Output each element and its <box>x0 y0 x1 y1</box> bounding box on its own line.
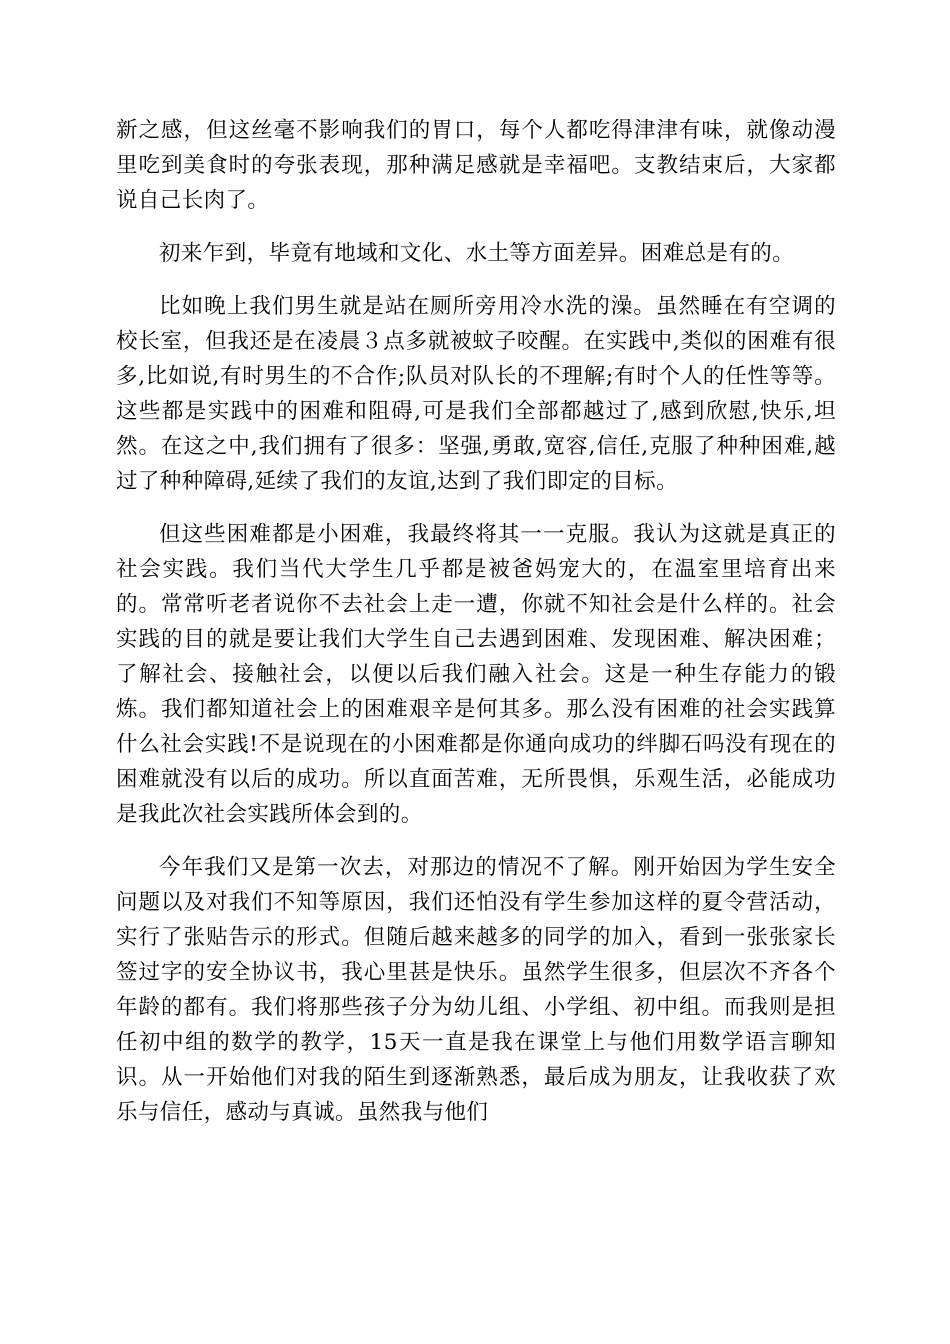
paragraph-continued: 新之感，但这丝毫不影响我们的胃口，每个人都吃得津津有味，就像动漫里吃到美食时的夸张表现，那种满足感就是幸福吧。支教结束后，大家都说自己长肉了。 <box>116 118 836 213</box>
paragraph-summer-camp: 今年我们又是第一次去，对那边的情况不了解。刚开始因为学生安全问题以及对我们不知等原因，我们还怕没有学生参加这样的夏令营活动，实行了张贴告示的形式。但随后越来越多的同学的加入，看到一张张家长签过字的安全协议书，我心里甚是快乐。虽然学生很多，但层次不齐各个年龄的都有。我们将那些孩子分为幼儿组、小学组、初中组。而我则是担任初中组的数学的教学，15天一直是我在课堂上与他们用数学语言聊知识。从一开始他们对我的陌生到逐渐熟悉，最后成为朋友，让我收获了欢乐与信任，感动与真诚。虽然我与他们 <box>116 855 836 1125</box>
document-body <box>116 113 836 1148</box>
paragraph-social-practice: 但这些困难都是小困难，我最终将其一一克服。我认为这就是真正的社会实践。我们当代大学生几乎都是被爸妈宠大的，在温室里培育出来的。常常听老者说你不去社会上走一遭，你就不知社会是什么样的。社会实践的目的就是要让我们大学生自己去遇到困难、发现困难、解决困难；了解社会、接触社会，以便以后我们融入社会。这是一种生存能力的锻炼。我们都知道社会上的困难艰辛是何其多。那么没有困难的社会实践算什么社会实践!不是说现在的小困难都是你通向成功的绊脚石吗没有现在的困难就没有以后的成功。所以直面苦难，无所畏惧，乐观生活，必能成功是我此次社会实践所体会到的。 <box>116 522 836 827</box>
paragraph-difficulties-examples: 比如晚上我们男生就是站在厕所旁用冷水洗的澡。虽然睡在有空调的校长室，但我还是在凌晨３点多就被蚊子咬醒。在实践中,类似的困难有很多,比如说,有时男生的不合作;队员对队长的不理解;有时个人的任性等等。这些都是实践中的困难和阻碍,可是我们全部都越过了,感到欣慰,快乐,坦然。在这之中,我们拥有了很多：坚强,勇敢,宽容,信任,克服了种种困难,越过了种种障碍,延续了我们的友谊,达到了我们即定的目标。 <box>116 294 836 494</box>
paragraph-difficulties-intro: 初来乍到，毕竟有地域和文化、水土等方面差异。困难总是有的。 <box>159 241 795 266</box>
